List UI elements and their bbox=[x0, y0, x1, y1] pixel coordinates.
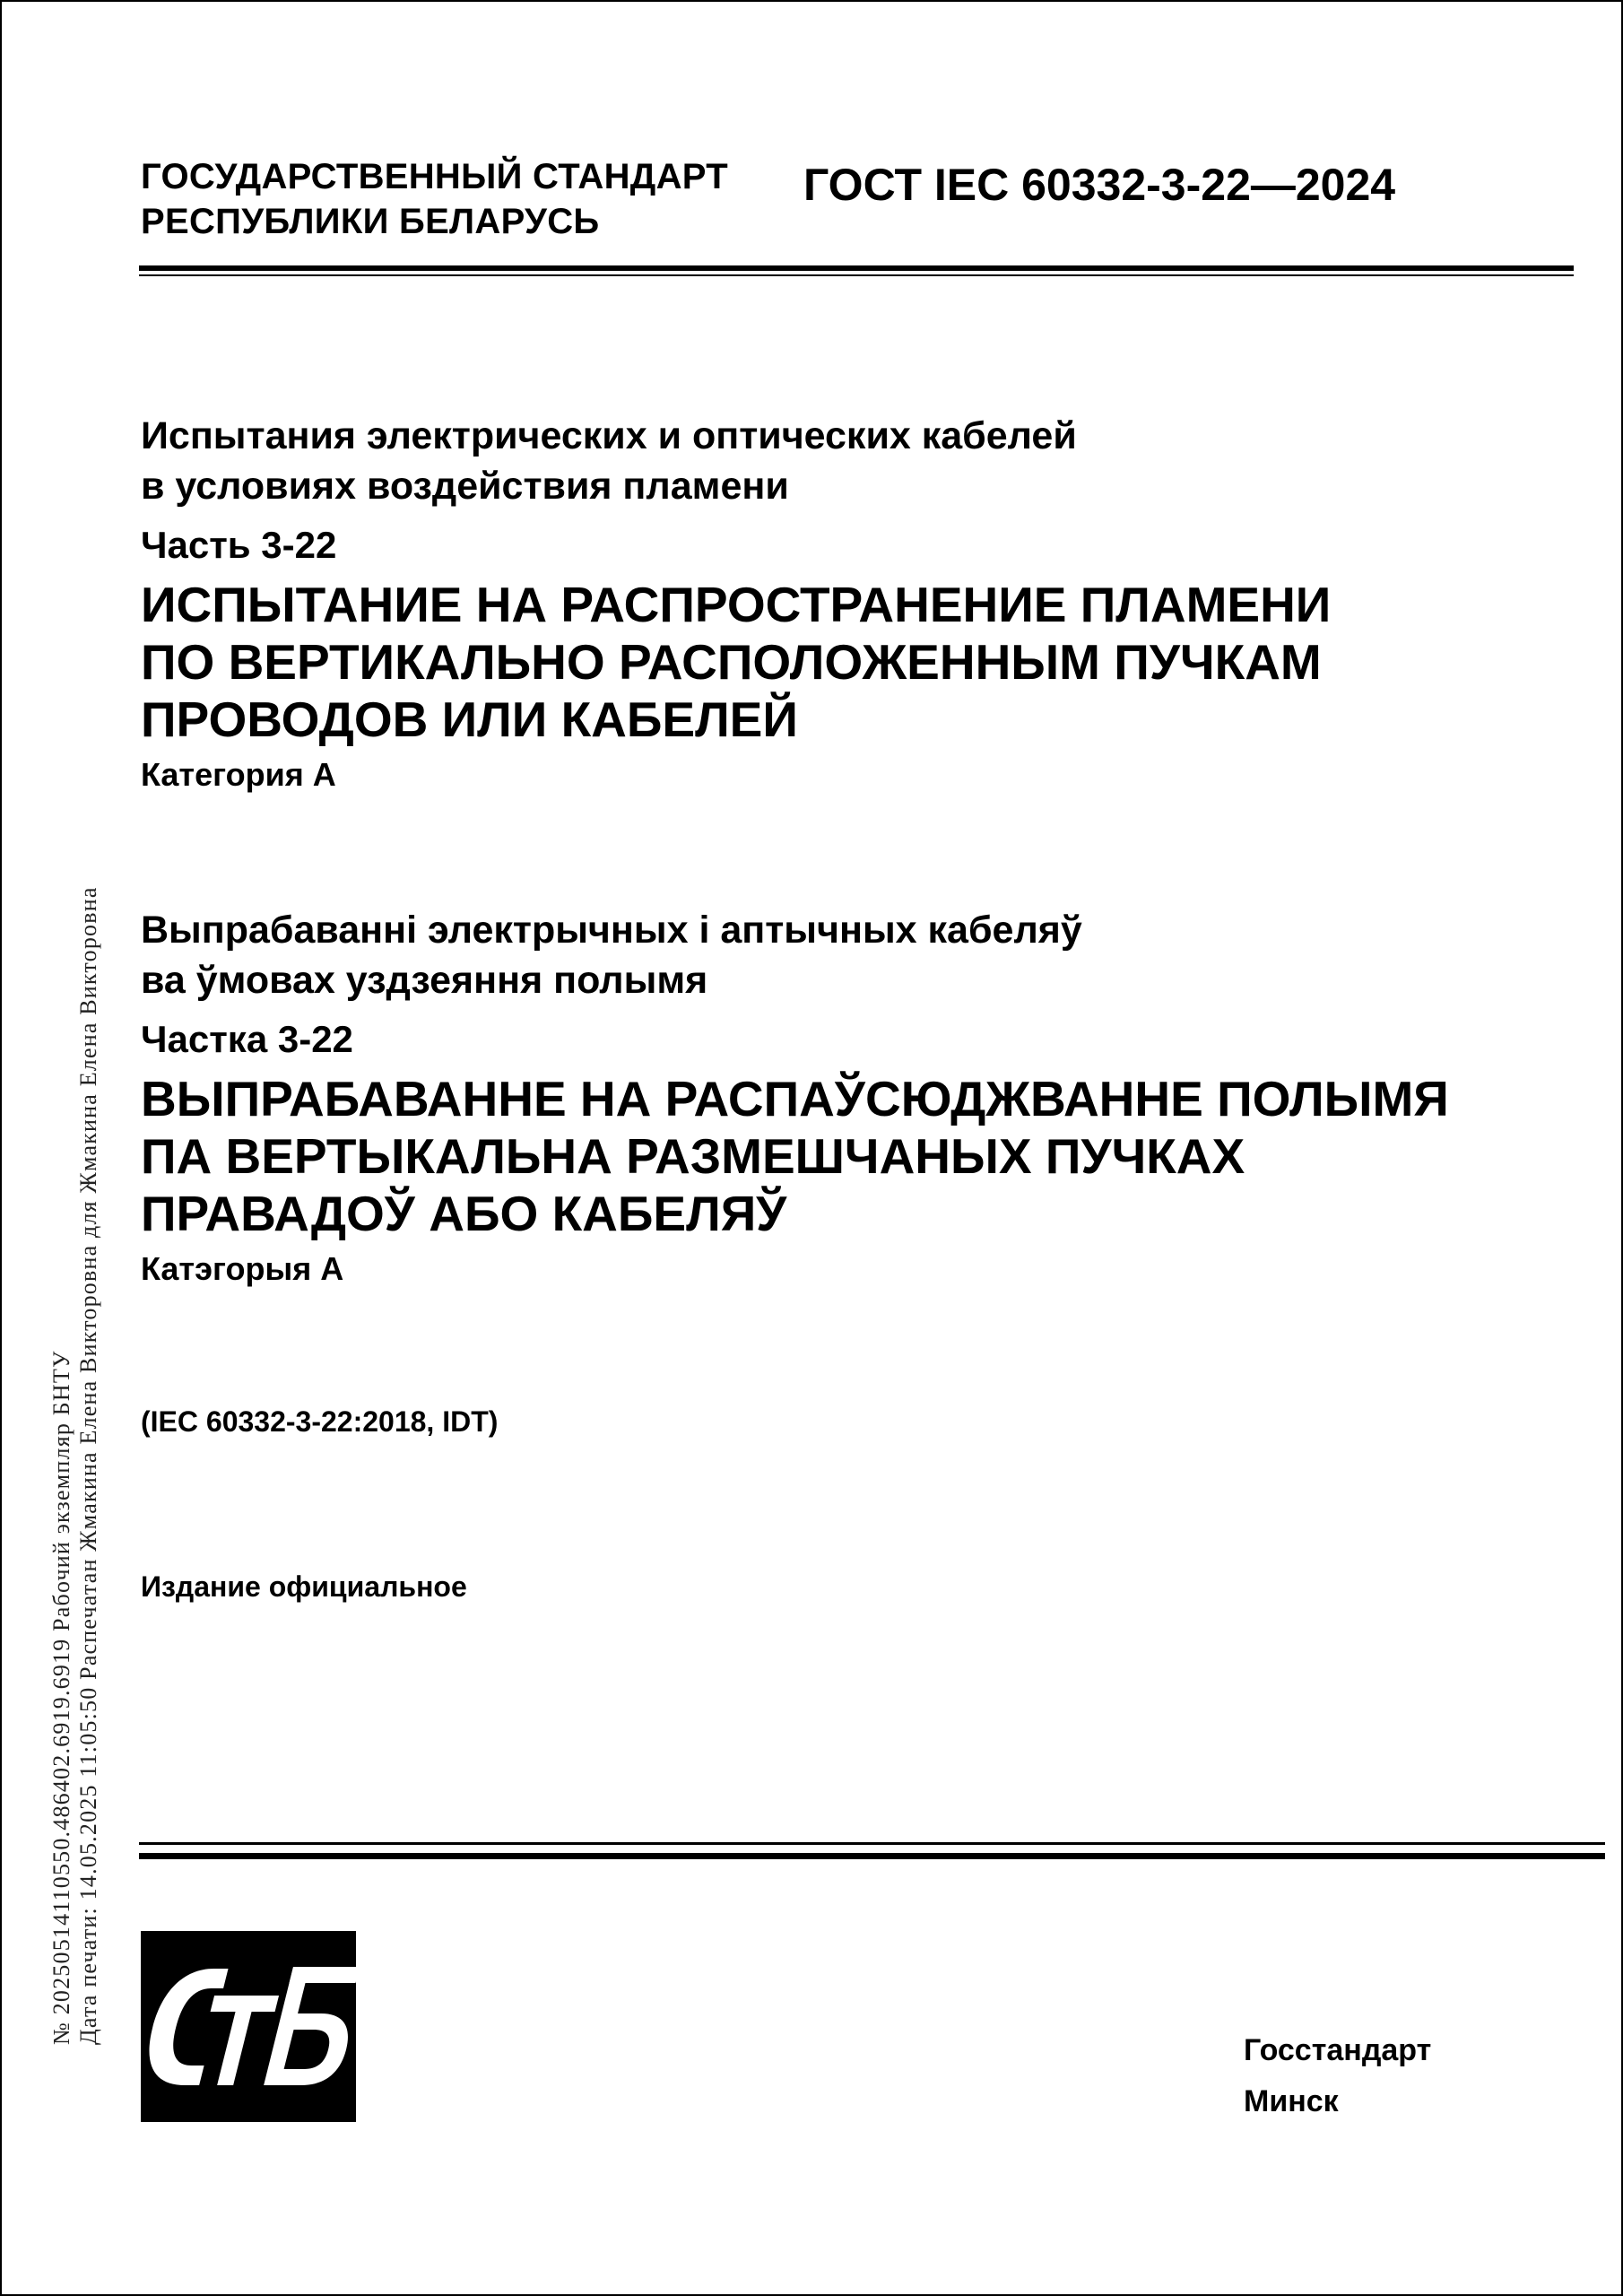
publisher-name: Госстандарт bbox=[1244, 2033, 1432, 2067]
ru-category: Категория А bbox=[141, 756, 336, 793]
by-main-title-line-2: ПА ВЕРТЫКАЛЬНА РАЗМЕШЧАНЫХ ПУЧКАХ bbox=[141, 1128, 1245, 1184]
ru-part-number: Часть 3-22 bbox=[141, 524, 337, 566]
ru-subtitle-line-1: Испытания электрических и оптических кабелей bbox=[141, 414, 1077, 457]
header-rule-thin bbox=[139, 274, 1574, 276]
russian-title-block bbox=[141, 411, 1331, 796]
print-stamp-line-2: Дата печати: 14.05.2025 11:05:50 Распечатан Жмакина Елена Викторовна для Жмакина Елена Викторовна bbox=[75, 886, 101, 2045]
document-number: ГОСТ IEC 60332-3-22—2024 bbox=[803, 160, 1396, 210]
print-stamp-line-1: № 20250514110550.486402.6919.6919 Рабочий экземпляр БНТУ bbox=[48, 1350, 74, 2045]
by-main-title-line-1: ВЫПРАБАВАННЕ НА РАСПАЎСЮДЖВАННЕ ПОЛЫМЯ bbox=[141, 1071, 1449, 1126]
edition-label: Издание официальное bbox=[141, 1570, 467, 1603]
ru-main-title-line-1: ИСПЫТАНИЕ НА РАСПРОСТРАНЕНИЕ ПЛАМЕНИ bbox=[141, 577, 1332, 632]
ru-main-title-line-3: ПРОВОДОВ ИЛИ КАБЕЛЕЙ bbox=[141, 691, 798, 747]
header-rule-thick bbox=[139, 265, 1574, 271]
by-part-number: Частка 3-22 bbox=[141, 1018, 353, 1060]
authority-line-2: РЕСПУБЛИКИ БЕЛАРУСЬ bbox=[141, 202, 600, 241]
stb-logo bbox=[141, 1931, 356, 2122]
footer-rule-thin bbox=[139, 1842, 1605, 1845]
publisher-block bbox=[1244, 2025, 1431, 2127]
footer-rule-thick bbox=[139, 1853, 1605, 1859]
ru-subtitle-line-2: в условиях воздействия пламени bbox=[141, 465, 789, 508]
by-category: Катэгорыя А bbox=[141, 1250, 344, 1287]
authority-line-1: ГОСУДАРСТВЕННЫЙ СТАНДАРТ bbox=[141, 157, 728, 196]
belarusian-title-block bbox=[141, 905, 1449, 1291]
by-subtitle-line-2: ва ўмовах уздзеяння полымя bbox=[141, 959, 708, 1002]
publisher-city: Минск bbox=[1244, 2084, 1339, 2118]
ru-main-title-line-2: ПО ВЕРТИКАЛЬНО РАСПОЛОЖЕННЫМ ПУЧКАМ bbox=[141, 634, 1322, 690]
print-stamp bbox=[48, 646, 102, 2045]
by-main-title-line-3: ПРАВАДОЎ АБО КАБЕЛЯЎ bbox=[141, 1186, 787, 1241]
by-subtitle-line-1: Выпрабаванні электрычных і аптычных кабеляў bbox=[141, 909, 1082, 952]
international-reference: (IEC 60332-3-22:2018, IDT) bbox=[141, 1405, 499, 1438]
issuing-authority bbox=[141, 154, 728, 244]
stb-logo-mark bbox=[141, 1931, 356, 2122]
